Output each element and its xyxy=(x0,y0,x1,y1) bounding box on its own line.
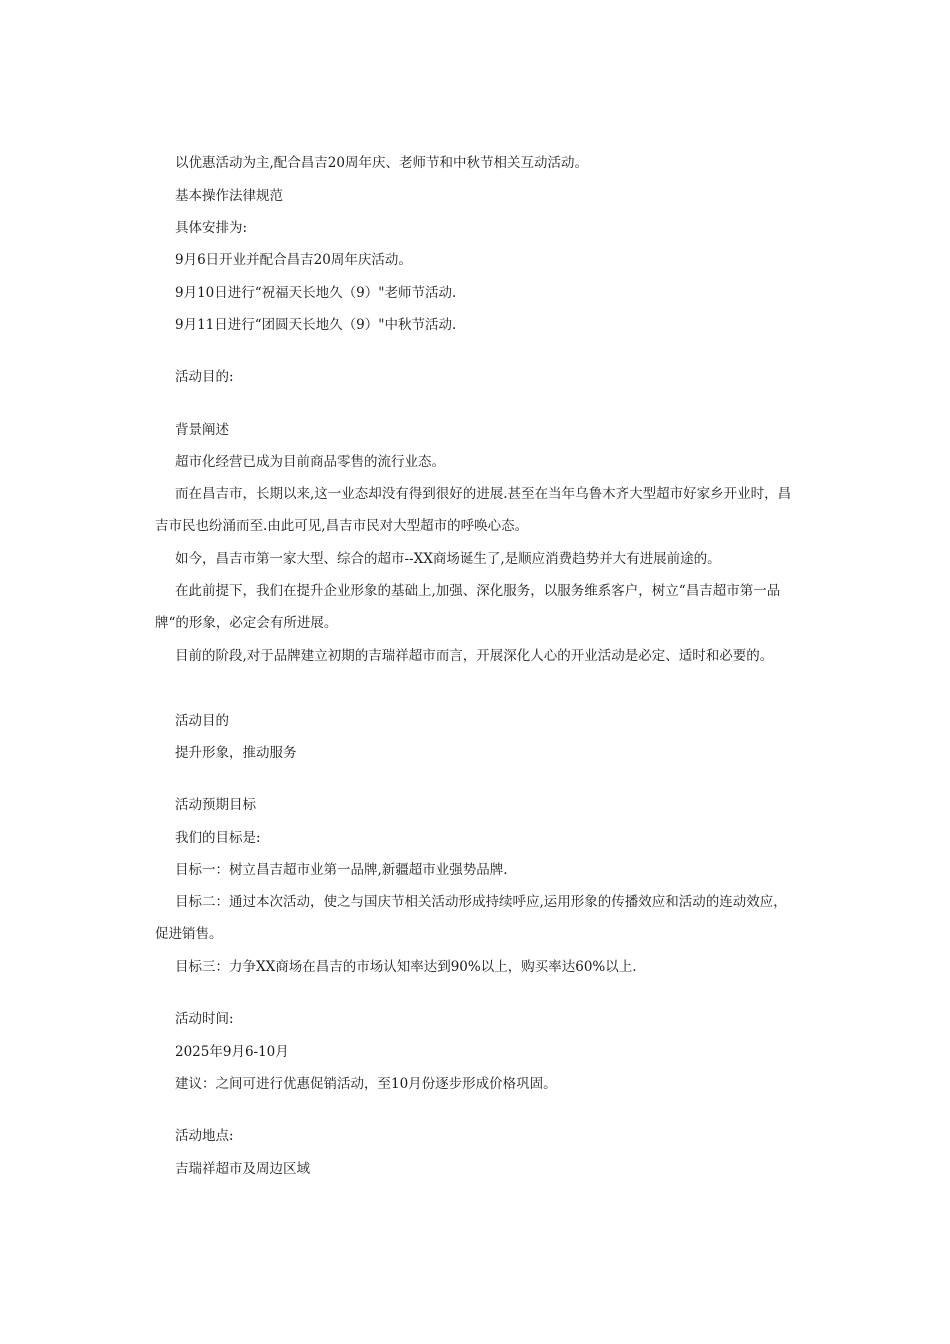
paragraph-purpose: 提升形象，推动服务 xyxy=(175,745,297,761)
goal-1: 目标一：树立昌吉超市业第一品牌,新疆超市业强势品牌. xyxy=(175,862,508,878)
heading-background: 背景阐述 xyxy=(175,422,229,438)
paragraph-location: 吉瑞祥超市及周边区域 xyxy=(175,1161,310,1177)
heading-goals: 活动预期目标 xyxy=(175,797,256,813)
paragraph-suggestion: 建议：之间可进行优惠促销活动，至10月份逐步形成价格巩固。 xyxy=(175,1076,557,1092)
paragraph-background-2: 而在昌吉市，长期以来,这一业态却没有得到很好的进展.甚至在当年乌鲁木齐大型超市好家乡开业时，昌吉市民也纷涌而至.由此可见,昌吉市民对大型超市的呼唤心态。 xyxy=(155,486,792,534)
paragraph-background-5: 目前的阶段,对于品牌建立初期的吉瑞祥超市而言，开展深化人心的开业活动是必定、适时和必要的。 xyxy=(175,648,774,664)
schedule-item-2: 9月10日进行“祝福天长地久（9）"老师节活动. xyxy=(175,285,457,301)
heading-purpose: 活动目的 xyxy=(175,713,229,729)
paragraph-background-3: 如今，昌吉市第一家大型、综合的超市--XX商场诞生了,是顺应消费趋势并大有进展前途的。 xyxy=(175,551,721,567)
paragraph-background-4: 在此前提下，我们在提升企业形象的基础上,加强、深化服务，以服务维系客户，树立“昌吉超市第一品牌“的形象，必定会有所进展。 xyxy=(155,583,781,631)
paragraph-intro: 以优惠活动为主,配合昌吉20周年庆、老师节和中秋节相关互动活动。 xyxy=(175,155,588,171)
paragraph-time: 2025年9月6-10月 xyxy=(175,1044,289,1060)
paragraph-background-1: 超市化经营已成为目前商品零售的流行业态。 xyxy=(175,454,445,470)
heading-activity-purpose: 活动目的: xyxy=(175,369,234,385)
goal-2: 目标二：通过本次活动，使之与国庆节相关活动形成持续呼应,运用形象的传播效应和活动的连动效应，促进销售。 xyxy=(155,894,787,942)
paragraph-goals-intro: 我们的目标是: xyxy=(175,830,261,846)
heading-location: 活动地点: xyxy=(175,1128,234,1144)
heading-legal: 基本操作法律规范 xyxy=(175,188,283,204)
paragraph-schedule-label: 具体安排为: xyxy=(175,220,248,236)
schedule-item-1: 9月6日开业并配合昌吉20周年庆活动。 xyxy=(175,252,412,268)
goal-3: 目标三：力争XX商场在昌吉的市场认知率达到90%以上，购买率达60%以上. xyxy=(175,959,637,975)
schedule-item-3: 9月11日进行“团圆天长地久（9）"中秋节活动. xyxy=(175,317,457,333)
heading-time: 活动时间: xyxy=(175,1011,234,1027)
